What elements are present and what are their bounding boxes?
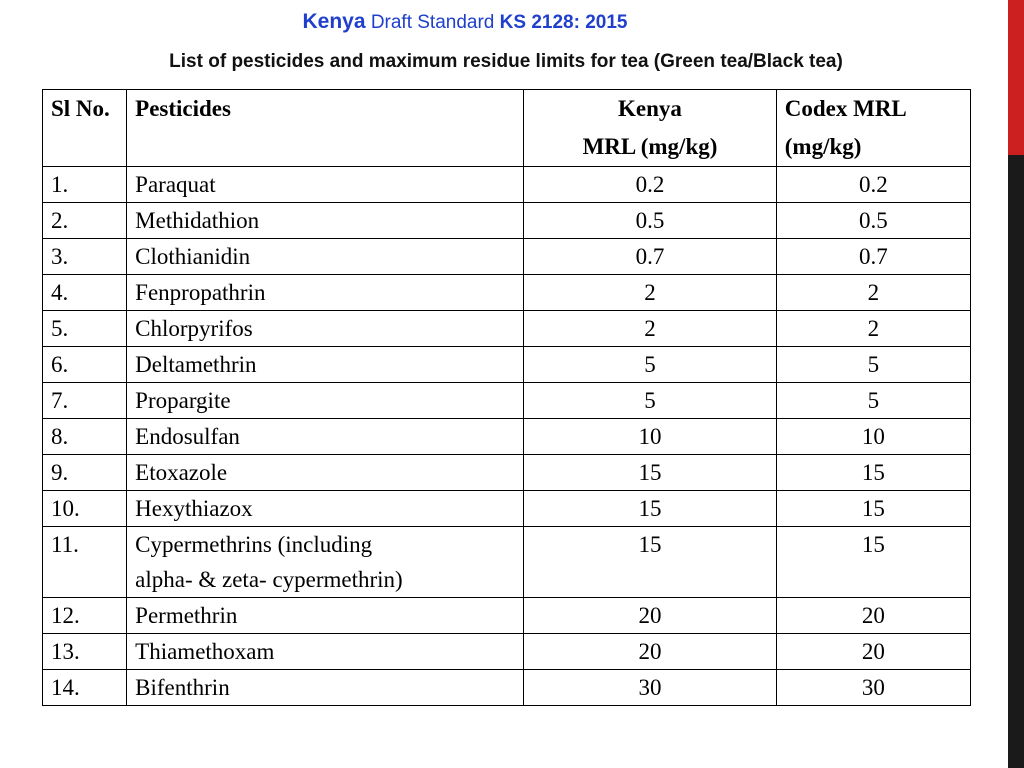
cell-kenya-mrl: 20 [524,598,777,634]
cell-sl: 9. [43,455,127,491]
cell-codex-mrl: 15 [776,491,970,527]
cell-pesticide: Bifenthrin [127,670,524,706]
table-row [43,167,971,203]
header-codex-line1: Codex MRL [784,96,907,121]
cell-kenya-mrl: 10 [524,419,777,455]
cell-sl: 5. [43,311,127,347]
cell-kenya-mrl: 5 [524,383,777,419]
cell-codex-mrl: 2 [776,275,970,311]
cell-sl: 10. [43,491,127,527]
table-header-row [43,90,971,167]
table-row [43,634,971,670]
header-sl-no: Sl No. [43,90,127,167]
table-row [43,419,971,455]
slide-title [0,8,930,37]
table-row [43,598,971,634]
cell-kenya-mrl: 15 [524,527,777,598]
cell-codex-mrl: 20 [776,598,970,634]
header-kenya-line1: Kenya [618,96,682,121]
cell-kenya-mrl: 0.2 [524,167,777,203]
table-row [43,203,971,239]
cell-codex-mrl: 15 [776,455,970,491]
table-row [43,383,971,419]
cell-pesticide: Permethrin [127,598,524,634]
cell-codex-mrl: 0.5 [776,203,970,239]
cell-sl: 11. [43,527,127,598]
cell-kenya-mrl: 5 [524,347,777,383]
cell-kenya-mrl: 15 [524,491,777,527]
cell-pesticide: Methidathion [127,203,524,239]
cell-kenya-mrl: 0.5 [524,203,777,239]
cell-sl: 1. [43,167,127,203]
header-codex-line2: (mg/kg) [784,134,862,159]
cell-pesticide: Deltamethrin [127,347,524,383]
table-row [43,527,971,598]
cell-pesticide: Fenpropathrin [127,275,524,311]
side-accent-bar-red [1008,0,1024,155]
header-codex-mrl [776,90,970,167]
cell-sl: 3. [43,239,127,275]
table-row [43,455,971,491]
header-kenya-line2: MRL (mg/kg) [582,134,718,159]
table-row [43,670,971,706]
cell-sl: 14. [43,670,127,706]
cell-pesticide: Endosulfan [127,419,524,455]
cell-pesticide: Thiamethoxam [127,634,524,670]
cell-codex-mrl: 5 [776,347,970,383]
slide-subtitle: List of pesticides and maximum residue limits for tea (Green tea/Black tea) [169,51,843,72]
title-country: Kenya [302,10,366,33]
cell-codex-mrl: 20 [776,634,970,670]
cell-pesticide-line1: Cypermethrins (including [135,532,373,557]
header-pesticides: Pesticides [127,90,524,167]
cell-codex-mrl: 10 [776,419,970,455]
cell-pesticide: Paraquat [127,167,524,203]
cell-sl: 2. [43,203,127,239]
title-standard-code: KS 2128: 2015 [499,12,628,33]
cell-pesticide: Chlorpyrifos [127,311,524,347]
cell-kenya-mrl: 0.7 [524,239,777,275]
cell-codex-mrl: 30 [776,670,970,706]
table-row [43,347,971,383]
cell-codex-mrl: 0.7 [776,239,970,275]
cell-kenya-mrl: 30 [524,670,777,706]
cell-pesticide: Etoxazole [127,455,524,491]
mrl-table [42,89,971,706]
side-accent-bar-dark [1008,155,1024,768]
cell-pesticide: Propargite [127,383,524,419]
cell-kenya-mrl: 15 [524,455,777,491]
header-kenya-mrl [524,90,777,167]
cell-kenya-mrl: 2 [524,275,777,311]
table-row [43,311,971,347]
cell-pesticide [127,527,524,598]
cell-kenya-mrl: 2 [524,311,777,347]
cell-sl: 6. [43,347,127,383]
cell-codex-mrl: 2 [776,311,970,347]
cell-sl: 7. [43,383,127,419]
table-row [43,239,971,275]
cell-pesticide: Hexythiazox [127,491,524,527]
cell-sl: 4. [43,275,127,311]
title-draft: Draft Standard [370,12,495,33]
cell-sl: 8. [43,419,127,455]
cell-codex-mrl: 0.2 [776,167,970,203]
cell-kenya-mrl: 20 [524,634,777,670]
cell-pesticide: Clothianidin [127,239,524,275]
table-row [43,491,971,527]
cell-sl: 12. [43,598,127,634]
cell-codex-mrl: 5 [776,383,970,419]
table-row [43,275,971,311]
cell-pesticide-line2: alpha- & zeta- cypermethrin) [135,567,403,592]
cell-codex-mrl: 15 [776,527,970,598]
cell-sl: 13. [43,634,127,670]
